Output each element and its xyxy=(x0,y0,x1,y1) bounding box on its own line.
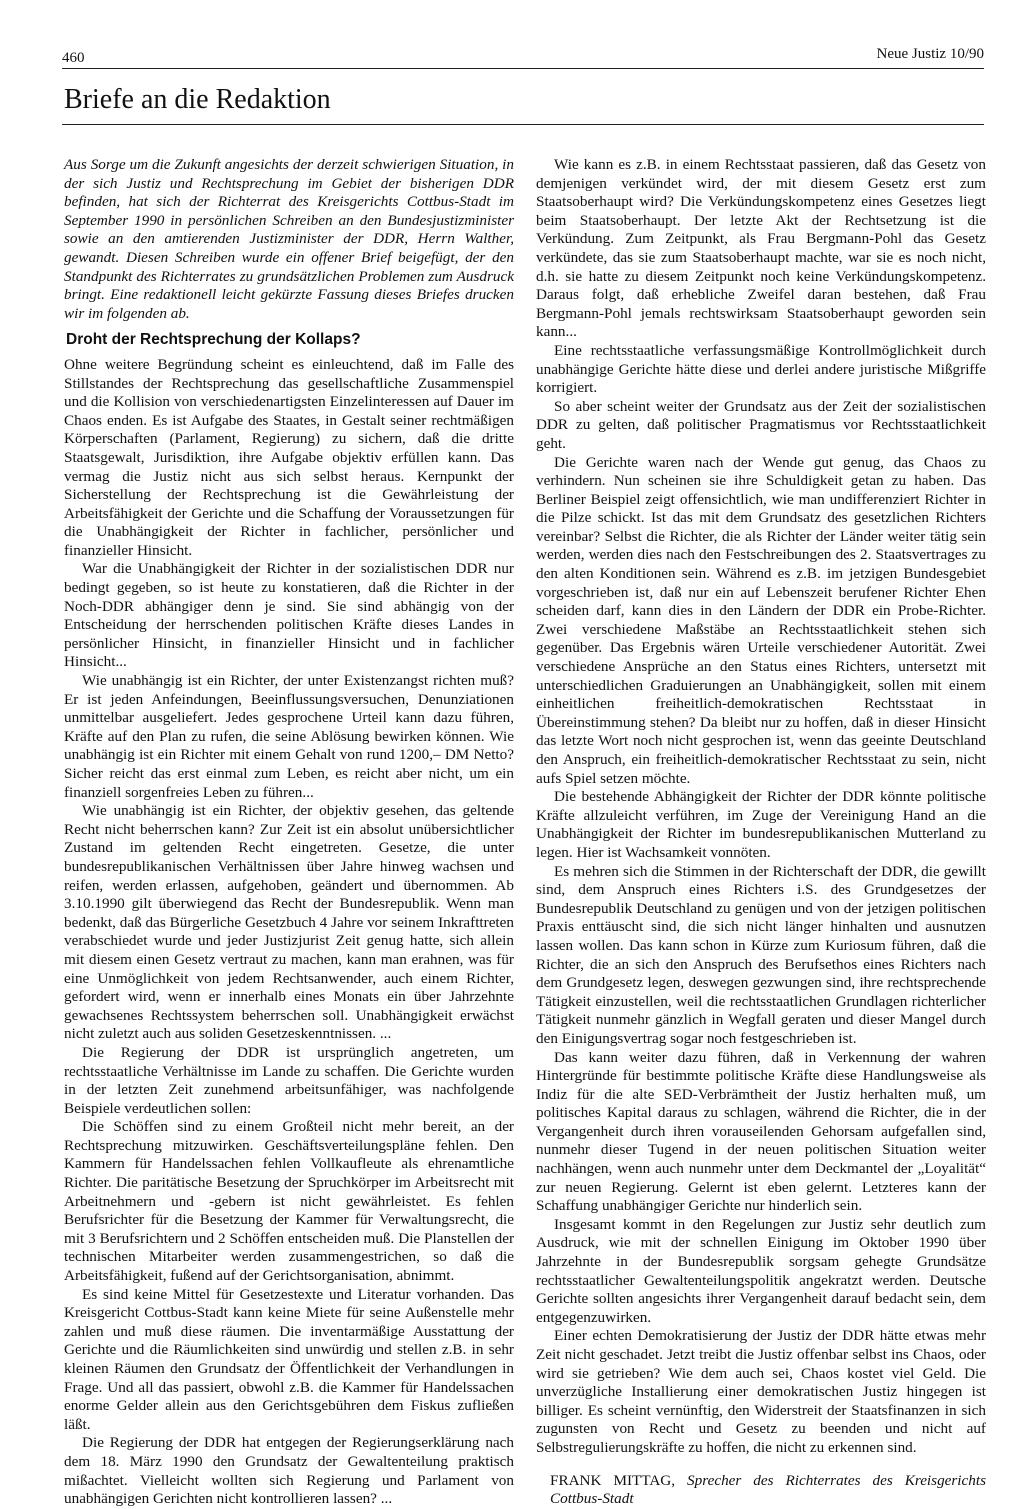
body-paragraph: Die Regierung der DDR ist ursprünglich angetreten, um rechtsstaatliche Verhältnisse im Lande zu schaffen. Die Gerichte wurden in der letzten Zeit zunehmend arbeitsunfähiger, was nachfolgende Beispiele verdeutlichen sollen: xyxy=(64,1043,514,1117)
body-paragraph: Einer echten Demokratisierung der Justiz der DDR hätte etwas mehr Zeit nicht geschadet. Jetzt treibt die Justiz offenbar selbst ins Chaos, oder wird sie getrieben? Wie dem auch sei, Chaos kostet viel Geld. Die unverzügliche Installierung einer demokratischen Justiz hingegen ist billiger. Es scheint vernünftig, den Widerstreit der Staatsfinanzen in sich zugunsten von Recht und Gesetz zu beenden und nicht auf Selbstregulierungskräfte zu hoffen, die nicht zu erkennen sind. xyxy=(536,1327,986,1456)
body-paragraph: Die Gerichte waren nach der Wende gut genug, das Chaos zu verhindern. Nun scheinen sie ihre Schuldigkeit getan zu haben. Das Berliner Beispiel zeigt offensichtlich, wie man undifferenziert Richter in die Pilze schickt. Ist das mit dem Grundsatz des gesetzlichen Richters vereinbar? Selbst die Richter, die als Richter der Länder weiter tätig sein werden, werden dies nach den Festschreibungen des 2. Staatsvertrages zu den alten Konditionen sein. Während es z.B. im jetzigen Bundesgebiet vorgeschrieben ist, daß nur ein auf Lebenszeit berufener Richter Ehen scheiden darf, kann dies in den Ländern der DDR ein Probe-Richter. Zwei verschiedene Maßstäbe an Rechtsstaatlichkeit stehen sich gegenüber. Das Ergebnis wären Urteile verschiedener Autorität. Zwei verschiedene Ansprüche an den Status eines Richters, untersetzt mit unterschiedlichen Graduierungen an Unabhängigkeit, sollen mit einem einheitlichen freiheitlich-demokratischen Rechtsstaat in Übereinstimmung stehen? Da bleibt nur zu hoffen, daß in dieser Hinsicht das letzte Wort noch nicht gesprochen ist, wenn das geeinte Deutschland den Anspruch, ein freiheitlich-demokratischer Rechtsstaat zu sein, nicht aufs Spiel setzen möchte. xyxy=(536,453,986,787)
header-divider xyxy=(62,68,984,69)
body-paragraph: So aber scheint weiter der Grundsatz aus der Zeit der sozialistischen DDR zu gelten, daß politischer Pragmatismus vor Rechtsstaatlichkeit geht. xyxy=(536,397,986,452)
body-paragraph: Die Schöffen sind zu einem Großteil nicht mehr bereit, an der Rechtsprechung mitzuwirken. Geschäftsverteilungspläne fehlen. Den Kammern für Handelssachen fehlen Vollkaufleute als ehrenamtliche Richter. Die paritätische Besetzung der Spruchkörper im Arbeitsrecht mit Arbeitnehmern und -gebern ist nicht gewährleistet. Es fehlen Berufsrichter für die Besetzung der Kammer für Verwaltungsrecht, die mit 3 Berufsrichtern und 2 Schöffen entscheiden muß. Die Planstellen der technischen Mitarbeiter werden zusammengestrichen, so daß die Arbeitsfähigkeit, fußend auf der Gerichtsorganisation, abnimmt. xyxy=(64,1118,514,1285)
intro-paragraph: Aus Sorge um die Zukunft angesichts der derzeit schwierigen Situation, in der sich Justiz und Rechtsprechung im Gebiet der bisherigen DDR befinden, hat sich der Richterrat des Kreisgerichts Cottbus-Stadt im September 1990 in persönlichen Schreiben an den Bundesjustizminister sowie an den amtierenden Justizminister der DDR, Herrn Walther, gewandt. Diesen Schreiben wurde ein offener Brief beigefügt, der den Standpunkt des Richterrates zu grundsätzlichen Problemen zum Ausdruck bringt. Eine redaktionell leicht gekürzte Fassung dieses Briefes drucken wir im folgenden ab. xyxy=(64,156,514,322)
article-subheading: Droht der Rechtsprechung der Kollaps? xyxy=(66,331,361,349)
signature xyxy=(536,1472,986,1509)
page-header xyxy=(62,46,984,68)
body-paragraph: Das kann weiter dazu führen, daß in Verkennung der wahren Hintergründe für bestimmte politische Kräfte diese Handlungsweise als Indiz für die alte SED-Verbrämtheit der Justiz herhalten muß, um politisches Kapital daraus zu schlagen, während die Richter, die in der Vergangenheit durch ihren vorauseilenden Gehorsam aufgefallen sind, nunmehr dieser Tugend in der neuen politischen Situation weiter nachhängen, wenn auch nunmehr unter dem Deckmantel der „Loyalität“ zur neuen Regierung. Gelernt ist eben gelernt. Letzteres kann der Schaffung unabhängiger Gerichte nur hinderlich sein. xyxy=(536,1048,986,1215)
body-paragraph: Wie unabhängig ist ein Richter, der objektiv gesehen, das geltende Recht nicht beherrschen kann? Zur Zeit ist ein absolut unübersichtlicher Zustand im geltenden Recht eingetreten. Gesetze, die unter bundesrepublikanischen Verhältnissen über Jahre hinweg wachsen und reifen, werden erlassen, aufgehoben, geändert und übernommen. Ab 3.10.1990 gilt überwiegend das Recht der Bundesrepublik. Wenn man bedenkt, daß das Bürgerliche Gesetzbuch 4 Jahre vor seinem Inkrafttreten verabschiedet wurde und jeder Justizjurist Zeit genug hatte, sich allein mit diesem einen Gesetz vertraut zu machen, kann man erahnen, was für eine Unmöglichkeit von jedem Rechtsanwender, auch einem Richter, gefordert wird, wenn er innerhalb eines Monats ein über Jahrzehnte gewachsenes Rechtssystem beherrschen soll. Unabhängigkeit erwächst nicht zuletzt auch aus soliden Gesetzeskenntnissen. ... xyxy=(64,802,514,1043)
body-paragraph: Wie unabhängig ist ein Richter, der unter Existenzangst richten muß? Er ist jeden Anfeindungen, Beeinflussungsversuchen, Denunziationen unmittelbar ausgeliefert. Jedes gesprochene Urteil kann dazu führen, Kräfte auf den Plan zu rufen, die seine Ablösung bewirken können. Wie unabhängig ist ein Richter mit einem Gehalt von rund 1200,– DM Netto? Sicher reicht das erst einmal zum Leben, es reicht aber nicht, um ein finanziell sorgenfreies Leben zu führen... xyxy=(64,672,514,801)
body-paragraph: Ohne weitere Begründung scheint es einleuchtend, daß im Falle des Stillstandes der Rechtsprechung das gesellschaftliche Zusammenspiel und die Kollision von verschiedenartigsten Einzelinteressen auf Dauer im Chaos enden. Es ist Aufgabe des Staates, in Gestalt seiner rechtmäßigen Körperschaften (Parlament, Regierung) zu sichern, daß die dritte Staatsgewalt, Jurisdiktion, ihre Aufgabe objektiv erfüllen kann. Das vermag die Justiz nicht aus sich selbst heraus. Kernpunkt der Sicherstellung der Rechtsprechung ist die Gewährleistung der Arbeitsfähigkeit der Gerichte und die Schaffung der Voraussetzungen für die Unabhängigkeit der Richter in fachlicher, persönlicher und finanzieller Hinsicht. xyxy=(64,355,514,559)
journal-issue: Neue Justiz 10/90 xyxy=(876,46,984,62)
body-paragraph: Wie kann es z.B. in einem Rechtsstaat passieren, daß das Gesetz von demjenigen verkündet wird, der mit diesem Gesetz erst zum Staatsoberhaupt wird? Die Verkündungskompetenz eines Gesetzes liegt beim Staatsoberhaupt. Der letzte Akt der Rechtsetzung ist die Verkündung. Zum Zeitpunkt, als Frau Bergmann-Pohl das Gesetz verkündete, das sie zum Staatsoberhaupt machte, war sie es noch nicht, d.h. sie hatte zu diesem Zeitpunkt noch keine Verkündungskompetenz. Daraus folgt, daß erhebliche Zweifel daran bestehen, daß Frau Bergmann-Pohl jemals rechtswirksam Staatsoberhaupt geworden sein kann... xyxy=(536,156,986,341)
body-paragraph: Eine rechtsstaatliche verfassungsmäßige Kontrollmöglichkeit durch unabhängige Gerichte hätte diese und derlei andere juristische Mißgriffe korrigiert. xyxy=(536,341,986,397)
right-column xyxy=(536,156,986,1509)
page-number: 460 xyxy=(62,50,85,66)
body-paragraph: War die Unabhängigkeit der Richter in der sozialistischen DDR nur bedingt gegeben, so ist heute zu konstatieren, daß die Richter in der Noch-DDR abhängiger denn je sind. Sie sind abhängig von der Entscheidung der herrschenden politischen Kräfte dieses Landes in persönlicher Hinsicht, in finanzieller Hinsicht und in fachlicher Hinsicht... xyxy=(64,560,514,671)
body-paragraph: Die bestehende Abhängigkeit der Richter der DDR könnte politische Kräfte allzuleicht verführen, im Zuge der Vereinigung Hand an die Unabhängigkeit der Richter im bundesrepublikanischen Mutterland zu legen. Hier ist Wachsamkeit vonnöten. xyxy=(536,788,986,861)
body-paragraph: Die Regierung der DDR hat entgegen der Regierungserklärung nach dem 18. März 1990 den Grundsatz der Gewaltenteilung praktisch mißachtet. Vielleicht wollten sich Regierung und Parlament von unabhängigen Gerichten nicht kontrollieren lassen? ... xyxy=(64,1434,514,1508)
body-paragraph: Insgesamt kommt in den Regelungen zur Justiz sehr deutlich zum Ausdruck, wie mit der schnellen Einigung im Oktober 1990 über Jahrzehnte in der Bundesrepublik sorgsam gehegte Grundsätze rechtsstaatlicher Gewaltenteilungspolitik angekratzt werden. Deutsche Gerichte sollten angesichts ihrer Vergangenheit darauf bedacht sein, dem entgegenzuwirken. xyxy=(536,1215,986,1326)
section-title: Briefe an die Redaktion xyxy=(64,84,331,115)
left-column xyxy=(64,156,514,1509)
signature-name: FRANK MITTAG, xyxy=(550,1471,676,1489)
signature-role: Sprecher des Richterrates des Kreisgerichts Cottbus-Stadt xyxy=(550,1471,986,1508)
title-divider xyxy=(62,124,984,125)
body-paragraph: Es mehren sich die Stimmen in der Richterschaft der DDR, die gewillt sind, dem Anspruch eines Richters i.S. des Grundgesetzes der Bundesrepublik Deutschland zu genügen und von der jetzigen politischen Praxis enttäuscht sind, die sich nicht länger hinhalten und ausnutzen lassen wollen. Das kann schon in Kürze zum Kuriosum führen, daß die Richter, die an sich den Anspruch des Berufsethos eines Richters nach dem Grundgesetz legen, deswegen gezwungen sind, ihre rechtsprechende Tätigkeit einzustellen, weil die rechtsstaatlichen Grundlagen richterlicher Tätigkeit nunmehr gänzlich in Wegfall geraten und dieser Mangel durch den Einigungsvertrag sogar noch festgeschrieben ist. xyxy=(536,862,986,1047)
body-paragraph: Es sind keine Mittel für Gesetzestexte und Literatur vorhanden. Das Kreisgericht Cottbus-Stadt kann keine Miete für seine Außenstelle mehr zahlen und muß diese räumen. Die inventarmäßige Ausstattung der Gerichte und die Räumlichkeiten sind unwürdig und stellen z.B. in sehr kleinen Räumen den Grundsatz der Öffentlichkeit der Verhandlungen in Frage. Und all das passiert, obwohl z.B. die Kammer für Handelssachen enorme Gelder allein aus den Gerichtsgebühren dem Fiskus zufließen läßt. xyxy=(64,1285,514,1433)
